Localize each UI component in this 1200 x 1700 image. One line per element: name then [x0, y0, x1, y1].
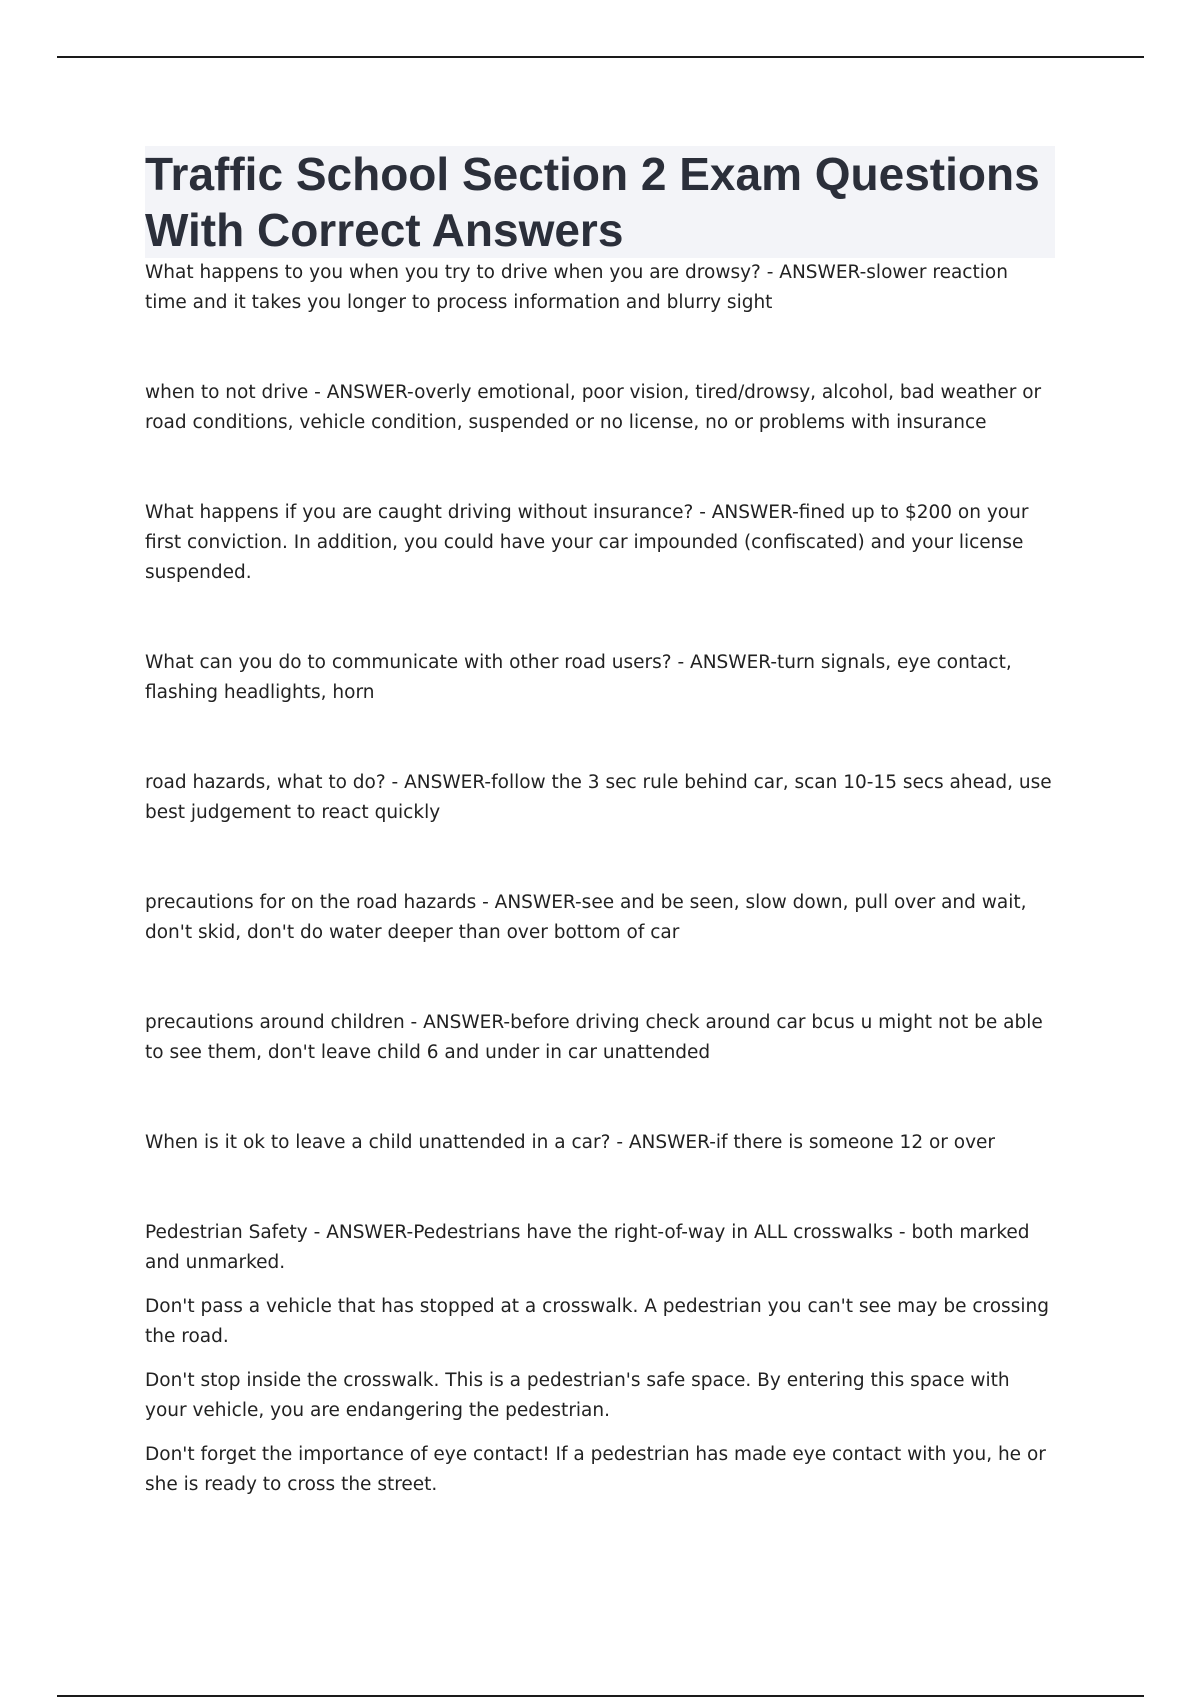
pedestrian-paragraph: Don't forget the importance of eye contact! If a pedestrian has made eye contact with you, he or she is ready to cross the street.	[145, 1444, 1046, 1495]
qa-item-drowsy: What happens to you when you try to drive when you are drowsy? - ANSWER-slower reaction time and it takes you longer to process information and blurry sight	[145, 262, 1008, 313]
qa-item-child-unattended: When is it ok to leave a child unattended in a car? - ANSWER-if there is someone 12 or over	[145, 1132, 996, 1153]
qa-item-children: precautions around children - ANSWER-before driving check around car bcus u might not be able to see them, don't leave child 6 and under in car unattended	[145, 1012, 1043, 1063]
document-title: Traffic School Section 2 Exam Questions With Correct Answers	[145, 148, 1040, 256]
qa-item-no-insurance: What happens if you are caught driving without insurance? - ANSWER-fined up to $200 on your first conviction. In addition, you could have your car impounded (confiscated) and your license suspended.	[145, 502, 1029, 583]
top-divider	[57, 56, 1144, 58]
document-body	[145, 146, 1055, 1500]
title-block	[145, 146, 1055, 258]
qa-item-road-hazards: road hazards, what to do? - ANSWER-follow the 3 sec rule behind car, scan 10-15 secs ahead, use best judgement to react quickly	[145, 772, 1052, 823]
qa-item-when-not-drive: when to not drive - ANSWER-overly emotional, poor vision, tired/drowsy, alcohol, bad weather or road conditions, vehicle condition, suspended or no license, no or problems with insurance	[145, 382, 1042, 433]
pedestrian-paragraph: Don't pass a vehicle that has stopped at a crosswalk. A pedestrian you can't see may be crossing the road.	[145, 1296, 1049, 1347]
bottom-divider	[57, 1695, 1144, 1697]
qa-item-pedestrian-safety: Pedestrian Safety - ANSWER-Pedestrians have the right-of-way in ALL crosswalks - both marked and unmarked.	[145, 1222, 1030, 1273]
qa-item-communicate: What can you do to communicate with other road users? - ANSWER-turn signals, eye contact, flashing headlights, horn	[145, 652, 1012, 703]
pedestrian-paragraph: Don't stop inside the crosswalk. This is a pedestrian's safe space. By entering this space with your vehicle, you are endangering the pedestrian.	[145, 1370, 1010, 1421]
qa-item-hazard-precautions: precautions for on the road hazards - ANSWER-see and be seen, slow down, pull over and wait, don't skid, don't do water deeper than over bottom of car	[145, 892, 1027, 943]
